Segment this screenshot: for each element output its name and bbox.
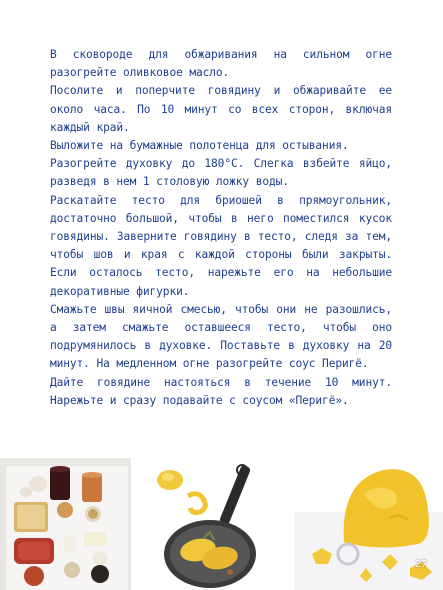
recipe-instructions: [50, 46, 392, 410]
ingredients-board-photo: [0, 458, 131, 590]
instruction-paragraph-1: В сковороде для обжаривания на сильном огне разогрейте оливковое масло.: [50, 48, 392, 80]
instruction-paragraph-4: Разогрейте духовку до 180°С. Слегка взбейте яйцо, разведя в нем 1 столовую ложку воды.: [50, 157, 392, 189]
instruction-paragraph-7: Дайте говядине настояться в течение 10 минут. Нарежьте и сразу подавайте с соусом «Перигё».: [50, 375, 392, 407]
instruction-paragraph-6: Смажьте швы яичной смесью, чтобы они не разошлись, а затем смажьте оставшееся тесто, чтобы оно подрумянилось в духовке. Поставьте в духовку на 20 минут. На медленном огне разогрейте соус Перигё.: [50, 302, 392, 371]
instruction-paragraph-2: Посолите и поперчите говядину и обжаривайте ее около часа. По 10 минут со всех сторон, включая каждый край.: [50, 84, 392, 134]
frying-pan-photo: [138, 458, 288, 590]
page-number: 27: [414, 559, 427, 570]
instruction-paragraph-3: Выложите на бумажные полотенца для остывания.: [50, 139, 349, 153]
instruction-paragraph-5: Раскатайте тесто для бриошей в прямоугольник, достаточно большой, чтобы в него поместился кусок говядины. Заверните говядину в тесто, следя за тем, чтобы шов и края с каждой стороны были закрыты. Если осталось тесто, нарежьте его на небольшие декоративные фигурки.: [50, 193, 392, 298]
pastry-dough-photo: [294, 458, 443, 590]
photo-strip: [0, 458, 443, 590]
